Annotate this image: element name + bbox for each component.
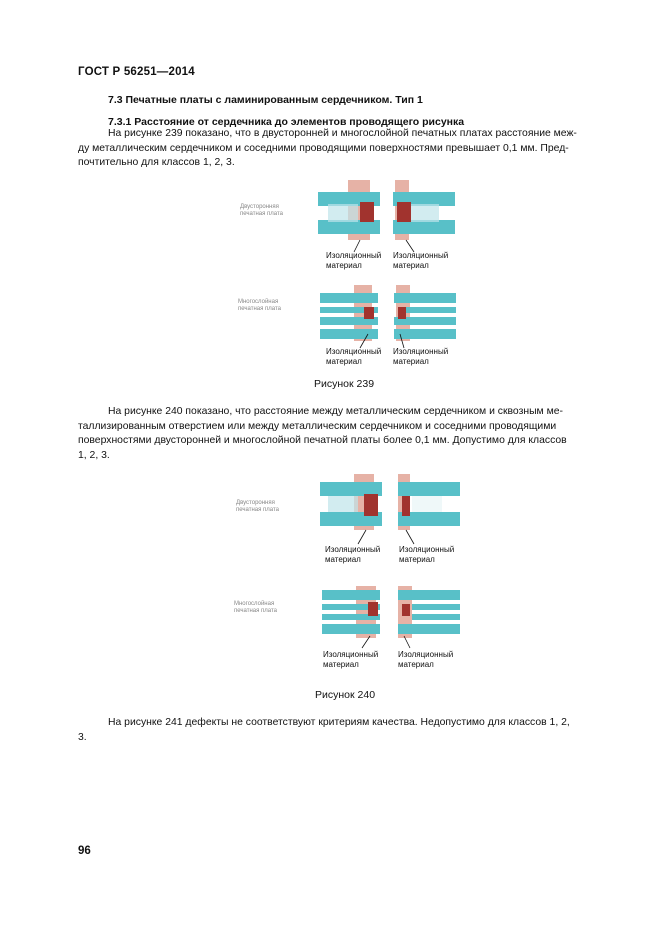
fig240-double-right-micrograph	[398, 474, 460, 530]
para1-line1: На рисунке 239 показано, что в двусторонней и многослойной печатных платах расстояние меж-	[108, 128, 577, 139]
fig239-double-left-micrograph	[318, 180, 380, 240]
para3-line2: 3.	[78, 731, 87, 743]
document-header: ГОСТ Р 56251—2014	[78, 66, 195, 78]
para3-line1: На рисунке 241 дефекты не соответствуют критериям качества. Недопустимо для классов 1, 2,	[108, 717, 570, 728]
fig239-callout-1: Изоляционный материал	[326, 251, 382, 270]
fig240-double-left-micrograph	[320, 474, 382, 530]
figure-239-caption: Рисунок 239	[314, 378, 375, 390]
para2-line2: таллизированным отверстием или между металлическим сердечником и соседними проводящими	[78, 420, 557, 432]
paragraph-figure-239	[78, 127, 615, 171]
fig240-double-label: Двусторонняя печатная плата	[236, 500, 280, 513]
fig240-multi-left-micrograph	[322, 586, 380, 638]
fig239-callout-3: Изоляционный материал	[326, 347, 382, 366]
fig240-callout-2: Изоляционный материал	[399, 545, 455, 564]
figure-240-caption: Рисунок 240	[315, 689, 376, 701]
fig239-double-right-micrograph	[393, 180, 455, 240]
fig240-callout-1: Изоляционный материал	[325, 545, 381, 564]
fig239-double-label: Двусторонняя печатная плата	[240, 204, 284, 217]
para1-line2: ду металлическим сердечником и соседними проводящими поверхностями превышает 0,1 мм. Пред-	[78, 142, 569, 154]
paragraph-figure-241	[78, 716, 615, 745]
page-number: 96	[78, 845, 91, 857]
fig240-callout-3: Изоляционный материал	[323, 650, 379, 669]
section-heading: 7.3 Печатные платы с ламинированным сердечником. Тип 1	[108, 94, 423, 106]
para2-line4: 1, 2, 3.	[78, 449, 110, 461]
fig239-callout-4: Изоляционный материал	[393, 347, 449, 366]
fig240-multi-right-micrograph	[398, 586, 460, 638]
fig240-multi-label: Многослойная печатная плата	[234, 601, 278, 614]
fig239-multi-label: Многослойная печатная плата	[238, 299, 282, 312]
subsection-heading: 7.3.1 Расстояние от сердечника до элементов проводящего рисунка	[108, 116, 465, 128]
para1-line3: почтительно для классов 1, 2, 3.	[78, 157, 235, 168]
para2-line3: поверхностями двусторонней и многослойной печатной платы более 0,1 мм. Допустимо для классов	[78, 435, 567, 446]
para2-line1: На рисунке 240 показано, что расстояние между металлическим сердечником и сквозным ме-	[108, 406, 563, 417]
paragraph-figure-240	[78, 405, 615, 463]
fig240-callout-4: Изоляционный материал	[398, 650, 454, 669]
fig239-callout-2: Изоляционный материал	[393, 251, 449, 270]
